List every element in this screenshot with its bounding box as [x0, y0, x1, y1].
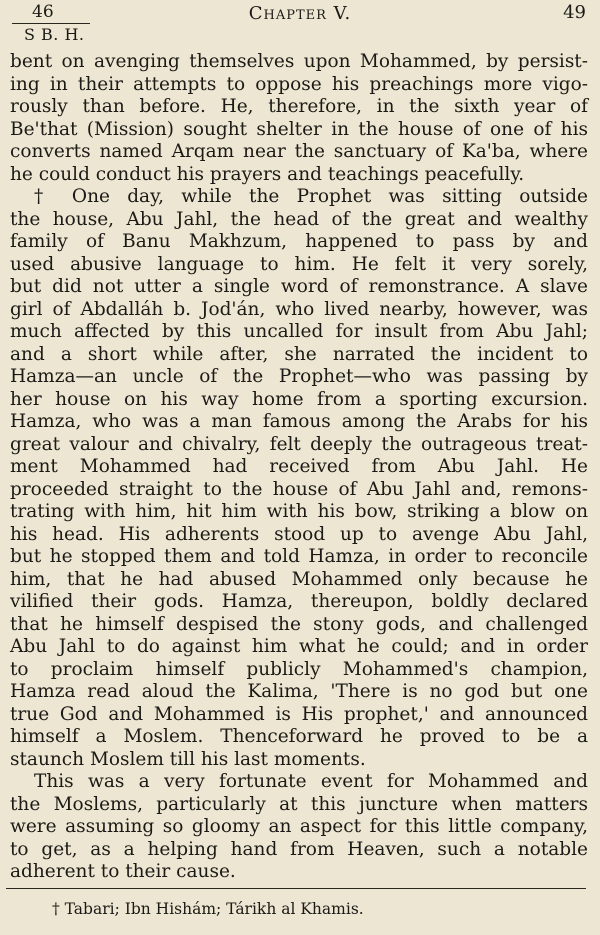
text-line: her house on his way home from a sporting excursion.: [10, 388, 588, 410]
text-line: but he stopped them and told Hamza, in order to reconcile: [10, 546, 588, 567]
text-line: girl of Abdalláh b. Jod'án, who lived nearby, however, was: [10, 298, 588, 320]
text-line: great valour and chivalry, felt deeply the outrageous treat-: [10, 433, 588, 455]
text-line: ment Mohammed had received from Abu Jahl. He: [10, 456, 588, 477]
text-line: † One day, while the Prophet was sitting outside: [34, 186, 588, 207]
text-line: Hamza, who was a man famous among the Arabs for his: [10, 411, 588, 432]
text-line: used abusive language to him. He felt it very sorely,: [10, 253, 588, 275]
text-line: vilified their gods. Hamza, thereupon, boldly declared: [10, 591, 588, 612]
text-line: proceeded straight to the house of Abu Jahl and, remons-: [10, 478, 588, 500]
text-line: the house, Abu Jahl, the head of the great and wealthy: [10, 208, 588, 230]
text-line: adherent to their cause.: [10, 861, 236, 882]
text-line: were assuming so gloomy an aspect for this little company,: [10, 816, 588, 837]
footnote: † Tabari; Ibn Hishám; Tárikh al Khamis.: [52, 900, 364, 918]
text-line: family of Banu Makhzum, happened to pass by and: [10, 231, 588, 252]
page-number: 49: [563, 2, 586, 23]
text-line: to get, as a helping hand from Heaven, such a notable: [10, 838, 588, 860]
text-line: Hamza read aloud the Kalima, 'There is no god but one: [10, 681, 588, 702]
text-line: converts named Arqam near the sanctuary of Ka'ba, where: [10, 141, 588, 162]
text-line: true God and Mohammed is His prophet,' and announced: [10, 703, 588, 725]
text-line: Hamza—an uncle of the Prophet—who was passing by: [10, 366, 588, 387]
text-line: much affected by this uncalled for insult from Abu Jahl;: [10, 321, 588, 342]
text-line: bent on avenging themselves upon Mohammed, by persist-: [10, 51, 588, 72]
text-line: to proclaim himself publicly Mohammed's champion,: [10, 658, 588, 680]
footnote-rule: [6, 888, 586, 889]
text-line: staunch Moslem till his last moments.: [10, 748, 366, 770]
running-head: S B. H.: [24, 25, 85, 44]
left-page-number: 46: [32, 2, 54, 22]
text-line: his head. His adherents stood up to avenge Abu Jahl,: [10, 523, 588, 545]
text-line: Abu Jahl to do against him what he could; and in order: [10, 636, 588, 657]
text-line: trating with him, hit him with his bow, striking a blow on: [10, 501, 588, 522]
text-line: that he himself despised the stony gods, and challenged: [10, 613, 588, 635]
text-line: and a short while after, she narrated the incident to: [10, 343, 588, 365]
text-line: him, that he had abused Mohammed only because he: [10, 568, 588, 590]
text-line: Be'that (Mission) sought shelter in the house of one of his: [10, 118, 588, 140]
text-line: ing in their attempts to oppose his preachings more vigo-: [10, 73, 588, 95]
text-line: This was a very fortunate event for Mohammed and: [34, 771, 588, 792]
text-line: rously than before. He, therefore, in the sixth year of: [10, 96, 588, 117]
chapter-title: Chapter V.: [248, 3, 352, 24]
body-text: [10, 51, 588, 884]
text-line: himself a Moslem. Thenceforward he proved to be a: [10, 726, 588, 747]
text-line: but did not utter a single word of remonstrance. A slave: [10, 276, 588, 297]
text-line: the Moslems, particularly at this juncture when matters: [10, 793, 588, 815]
text-line: he could conduct his prayers and teachings peacefully.: [10, 163, 525, 185]
